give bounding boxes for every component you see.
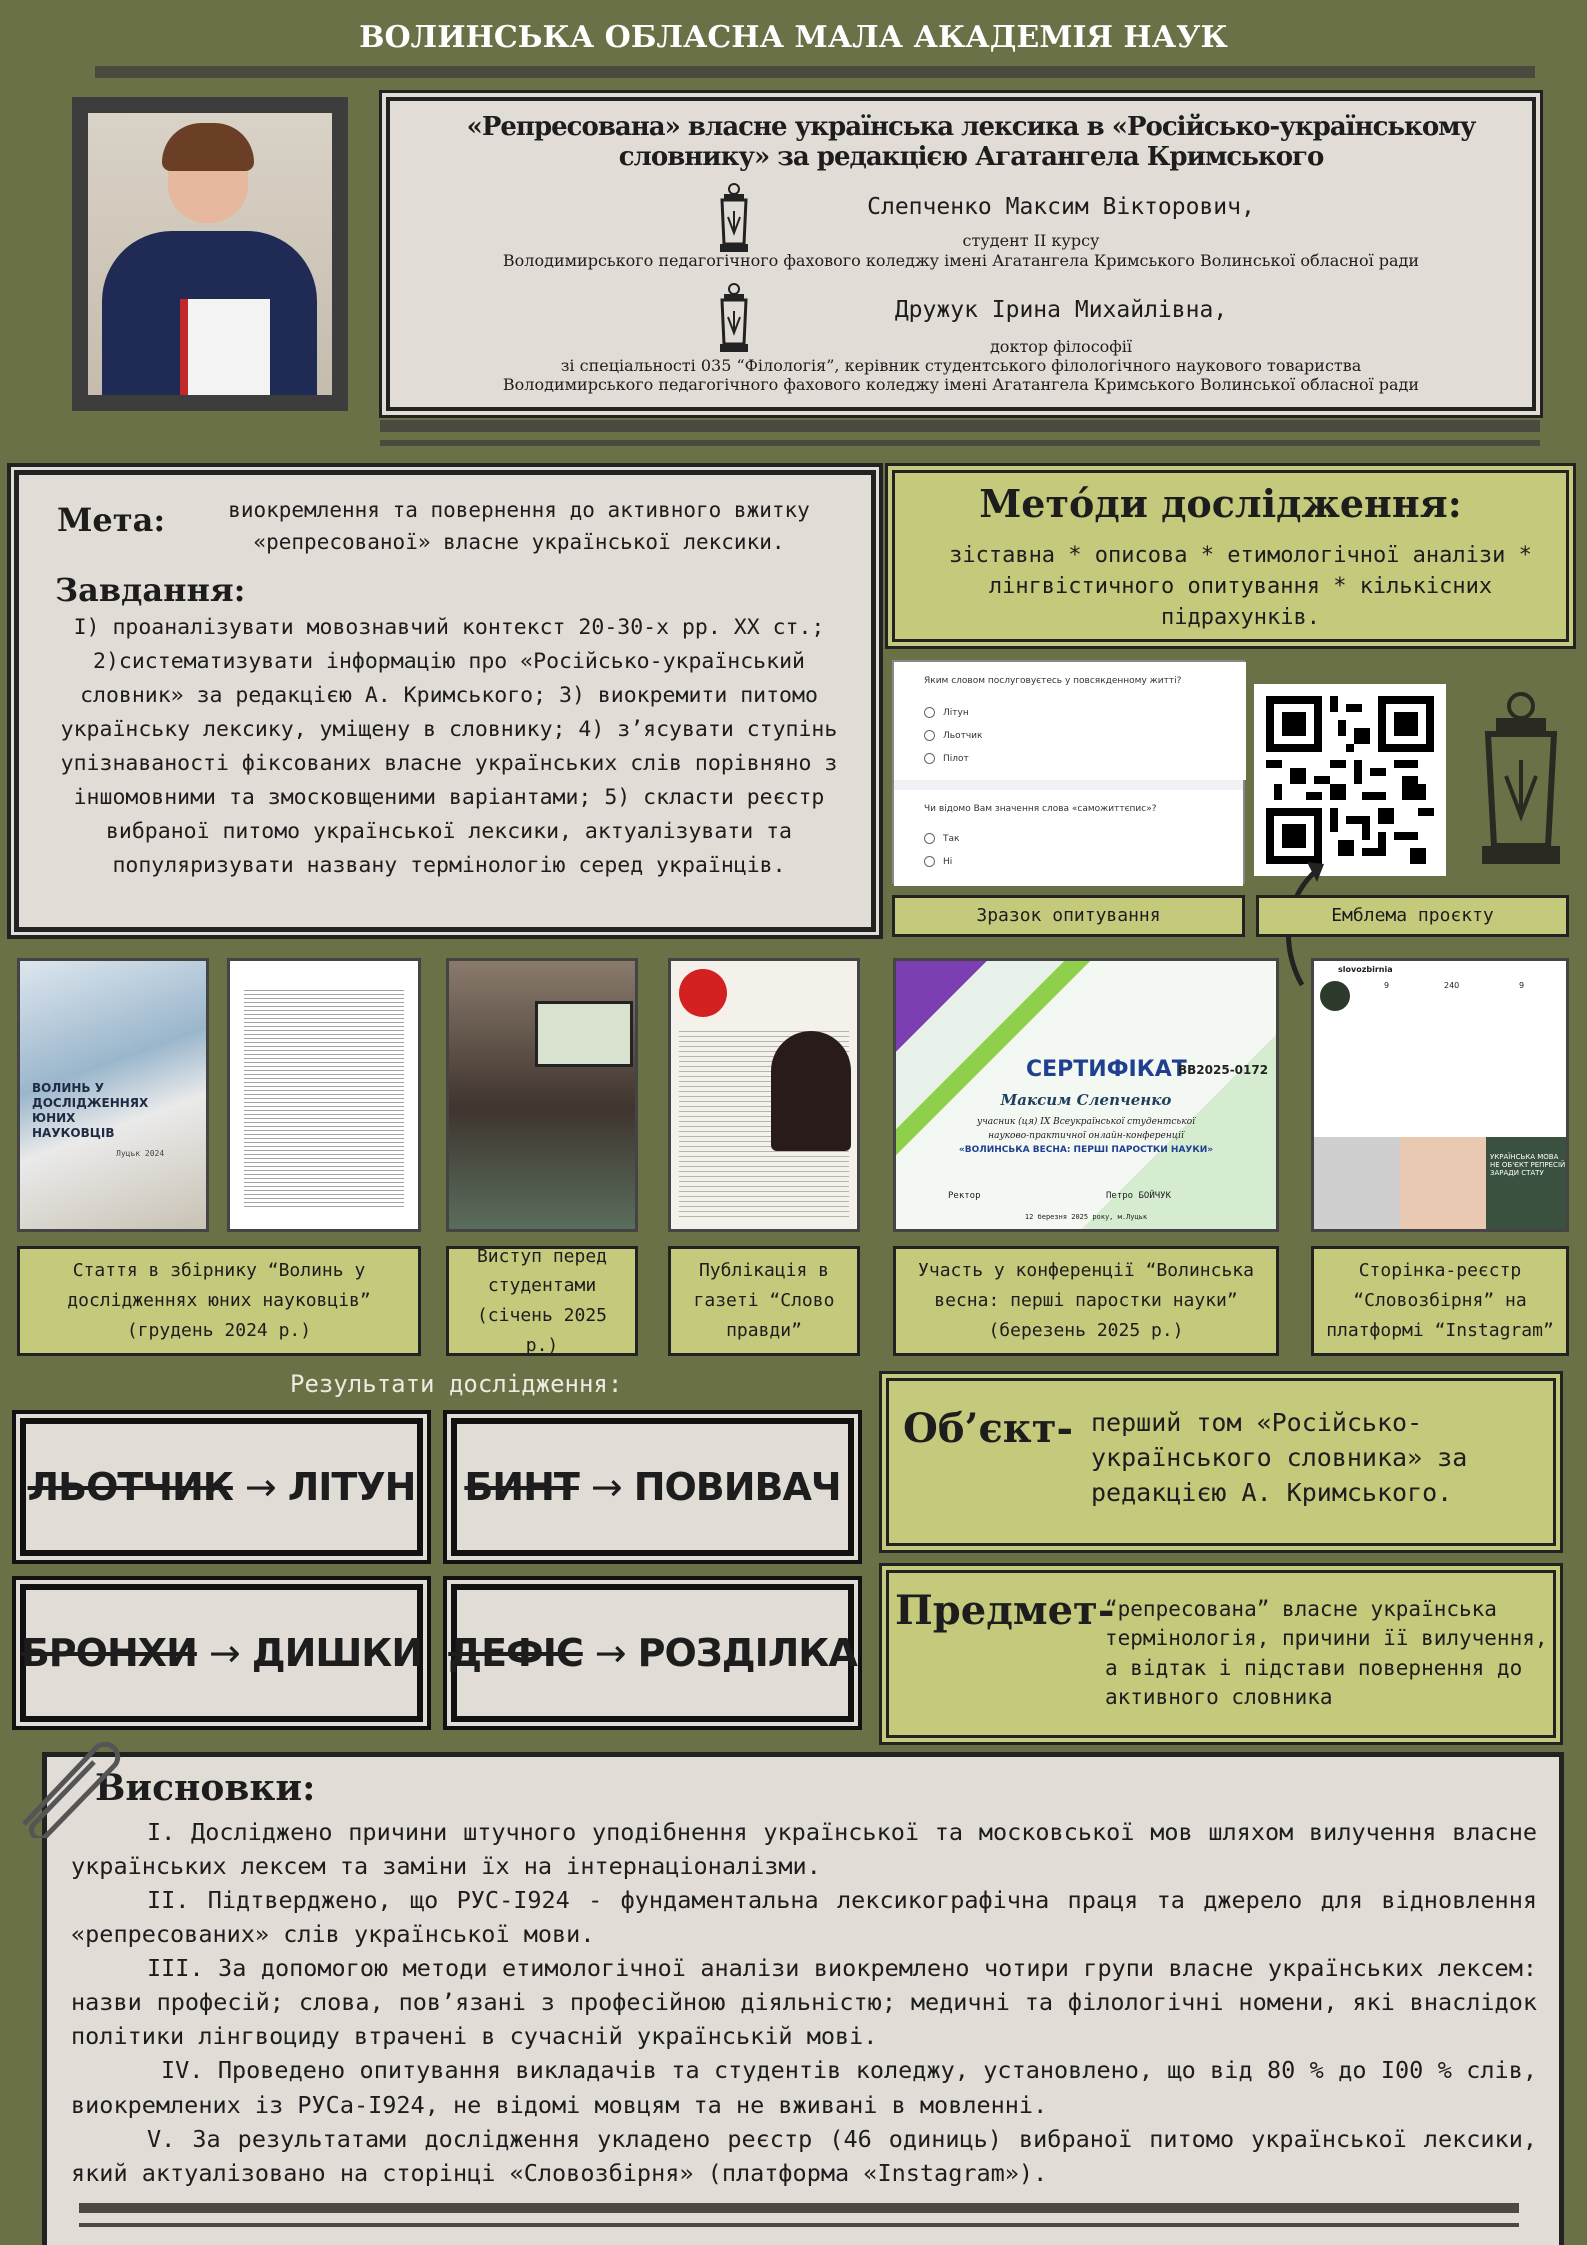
supervisor-name: Дружук Ірина Михайлівна, — [894, 297, 1228, 323]
methods-text: зіставна * описова * етимологічної аналізи * лінгвістичного опитування * кількісних підрахунків. — [949, 543, 1532, 630]
word-pair-card — [20, 1584, 423, 1722]
old-word: БРОНХИ — [20, 1631, 197, 1675]
arrow-icon: → — [590, 1465, 622, 1509]
goal-text: виокремлення та повернення до активного вжитку «репресованої» власне української лексики. — [228, 498, 810, 554]
word-pair-card — [20, 1418, 423, 1556]
tasks-label: Завдання: — [55, 571, 246, 609]
author-org: Володимирського педагогічного фахового коледжу імені Агатангела Кримського Волинської обласної ради — [502, 251, 1420, 270]
journal-cover — [17, 958, 209, 1232]
object-text: перший том «Російсько-українського словника» за редакцією А. Кримського. — [1091, 1408, 1468, 1507]
new-word: ПОВИВАЧ — [633, 1465, 841, 1509]
arrow-icon: → — [244, 1465, 276, 1509]
lantern-icon — [1466, 690, 1576, 894]
conclusion-item: І. Досліджено причини штучного уподібнення української та московської мов шляхом вилучення власне українських лексем та заміни їх на інтернаціоналізми. — [71, 1818, 1537, 1881]
methods-card — [892, 470, 1569, 642]
journal-title: ВОЛИНЬ У ДОСЛІДЖЕННЯХ ЮНИХ НАУКОВЦІВ — [32, 1081, 149, 1140]
supervisor-spec: зі спеціальності 035 “Філологія”, керівник студентського філологічного наукового товариства — [560, 356, 1362, 375]
certificate-line: учасник (ця) ІХ Всеукраїнської студентської — [976, 1117, 1195, 1127]
radio-option[interactable]: Льотчик — [924, 725, 982, 748]
certificate-date: 12 березня 2025 року, м.Луцьк — [1024, 1213, 1148, 1221]
conclusion-item: ІІ. Підтверджено, що РУС-І924 - фундаментальна лексикографічна праця та джерело для відновлення «репресованих» слів української мови. — [71, 1886, 1537, 1949]
certificate-name: Максим Слепченко — [1000, 1091, 1172, 1109]
gallery-caption: Стаття в збірнику “Волинь у дослідженнях юних науковців” (грудень 2024 р.) — [17, 1246, 421, 1356]
new-word: ДИШКИ — [251, 1631, 423, 1675]
decor-bar — [95, 66, 1535, 78]
word-pair-card — [448, 1584, 857, 1722]
gallery-caption: Публікація в газеті “Слово правди” — [668, 1246, 860, 1356]
qr-code[interactable] — [1254, 684, 1446, 876]
goal-label: Мета: — [57, 501, 166, 539]
author-role: студент ІІ курсу — [962, 231, 1100, 250]
project-title: «Репресована» власне українська лексика в «Російсько-українському словнику» за редакцією Агатангела Кримського — [466, 112, 1476, 172]
certificate-signer: Петро БОЙЧУК — [1106, 1191, 1172, 1201]
radio-option[interactable]: Літун — [924, 702, 982, 725]
instagram-posts: 9 — [1384, 981, 1390, 990]
gallery-caption: Участь у конференції “Волинська весна: перші паростки науки” (березень 2025 р.) — [893, 1246, 1279, 1356]
conclusion-item: ІІІ. За допомогою методи етимологічної аналізи виокремлено чотири групи власне українських лексем: назви професій; слова, пов’язані з професійною діяльністю; медичні та філологічні номени, які внаслідок політики лінгвоциду втрачені в сучасній українській мові. — [71, 1954, 1537, 2051]
decor-bar — [380, 420, 1540, 432]
presentation-photo — [446, 958, 638, 1232]
subject-card — [886, 1570, 1556, 1738]
old-word: ЛЬОТЧИК — [27, 1465, 233, 1509]
gallery-caption: Сторінка-реєстр “Словозбірня” на платформі “Instagram” — [1311, 1246, 1569, 1356]
page-header: ВОЛИНСЬКА ОБЛАСНА МАЛА АКАДЕМІЯ НАУК — [359, 20, 1228, 55]
tasks-text: І) проаналізувати мовознавчий контекст 20-30-х рр. ХХ ст.; 2)систематизувати інформацію про «Російсько-український словник» за редакцією А. Кримського; 3) виокремити питомо українську лексику, уміщену в словнику; 4) з’ясувати ступінь упізнаваності фіксованих власне українських слів порівняно з іншомовними та змосковщеними варіантами; 5) скласти реєстр вибраної питомо української лексики, актуалізувати та популяризувати названу термінологію серед українців. — [60, 615, 838, 878]
radio-option[interactable]: Ні — [924, 851, 959, 874]
certificate-rector: Ректор — [948, 1191, 981, 1201]
gallery-caption: Виступ перед студентами (січень 2025 р.) — [446, 1246, 638, 1356]
instagram-tile: УКРАЇНСЬКА МОВА НЕ ОБ'ЄКТ РЕПРЕСІЙ ЗАРАДИ СТАТУ — [1486, 1137, 1569, 1232]
instagram-followers: 240 — [1444, 981, 1460, 990]
newspaper-photo — [668, 958, 860, 1232]
decor-bar — [79, 2203, 1519, 2213]
instagram-handle: slovozbirnia — [1338, 965, 1393, 974]
certificate-line: науково-практичної онлайн-конференції — [988, 1131, 1184, 1141]
conclusions-card — [42, 1752, 1564, 2245]
subject-text: “репресована” власне українська термінологія, причини її вилучення, а відтак і підстави повернення до активного словника — [1105, 1597, 1548, 1710]
conclusion-item: ІV. Проведено опитування викладачів та студентів коледжу, установлено, що від 80 % до І00 % слів, виокремлених із РУСа-І924, не відомі мовцям та не вживані в мовленні. — [71, 2056, 1537, 2119]
word-pair-card — [451, 1418, 854, 1556]
author-name: Слепченко Максим Вікторович, — [867, 194, 1255, 220]
emblem-caption: Емблема проєкту — [1256, 895, 1569, 937]
student-photo — [88, 113, 332, 395]
certificate-number: ВВ2025-0172 — [1178, 1063, 1269, 1077]
paperclip-icon — [4, 1728, 124, 1838]
survey-screenshot — [892, 660, 1245, 884]
old-word: БИНТ — [464, 1465, 579, 1509]
instagram-screenshot — [1311, 958, 1569, 1232]
survey-caption: Зразок опитування — [892, 895, 1245, 937]
decor-bar — [380, 440, 1540, 446]
certificate-image — [893, 958, 1279, 1232]
instagram-following: 9 — [1519, 981, 1525, 990]
results-label: Результати дослідження: — [290, 1370, 623, 1398]
old-word: ДЕФІС — [448, 1631, 583, 1675]
new-word: ЛІТУН — [287, 1465, 416, 1509]
conclusion-item: V. За результатами дослідження укладено реєстр (46 одиниць) вибраної питомо української лексики, який актуалізовано на сторінці «Словозбірня» (платформа «Instagram»). — [71, 2124, 1537, 2187]
arrow-icon: → — [208, 1631, 240, 1675]
certificate-heading: СЕРТИФІКАТ — [1026, 1057, 1187, 1082]
supervisor-degree: доктор філософії — [989, 337, 1133, 356]
arrow-icon: → — [594, 1631, 626, 1675]
new-word: РОЗДІЛКА — [637, 1631, 857, 1675]
radio-option[interactable]: Так — [924, 828, 959, 851]
certificate-event: «ВОЛИНСЬКА ВЕСНА: ПЕРШІ ПАРОСТКИ НАУКИ» — [958, 1145, 1214, 1155]
article-page — [227, 958, 421, 1232]
avatar — [1320, 981, 1350, 1011]
object-card — [886, 1378, 1556, 1546]
survey-question-1: Яким словом послуговуєтесь у повсякденному житті? — [924, 676, 1182, 686]
portrait-frame — [72, 97, 348, 411]
subject-label: Предмет- — [895, 1587, 1115, 1634]
decor-bar — [79, 2223, 1519, 2227]
journal-year: Луцьк 2024 — [116, 1149, 165, 1158]
conclusions-list — [71, 1815, 1537, 2190]
survey-question-2: Чи відомо Вам значення слова «саможиттєпис»? — [924, 804, 1157, 814]
title-card — [386, 97, 1536, 411]
conclusions-label: Висновки: — [95, 1767, 316, 1809]
object-label: Об’єкт- — [903, 1405, 1074, 1452]
goal-tasks-card — [14, 470, 876, 932]
radio-option[interactable]: Пілот — [924, 748, 982, 771]
supervisor-org: Володимирського педагогічного фахового коледжу імені Агатангела Кримського Волинської обласної ради — [502, 375, 1420, 394]
methods-title: Метóди дослідження: — [979, 481, 1462, 526]
